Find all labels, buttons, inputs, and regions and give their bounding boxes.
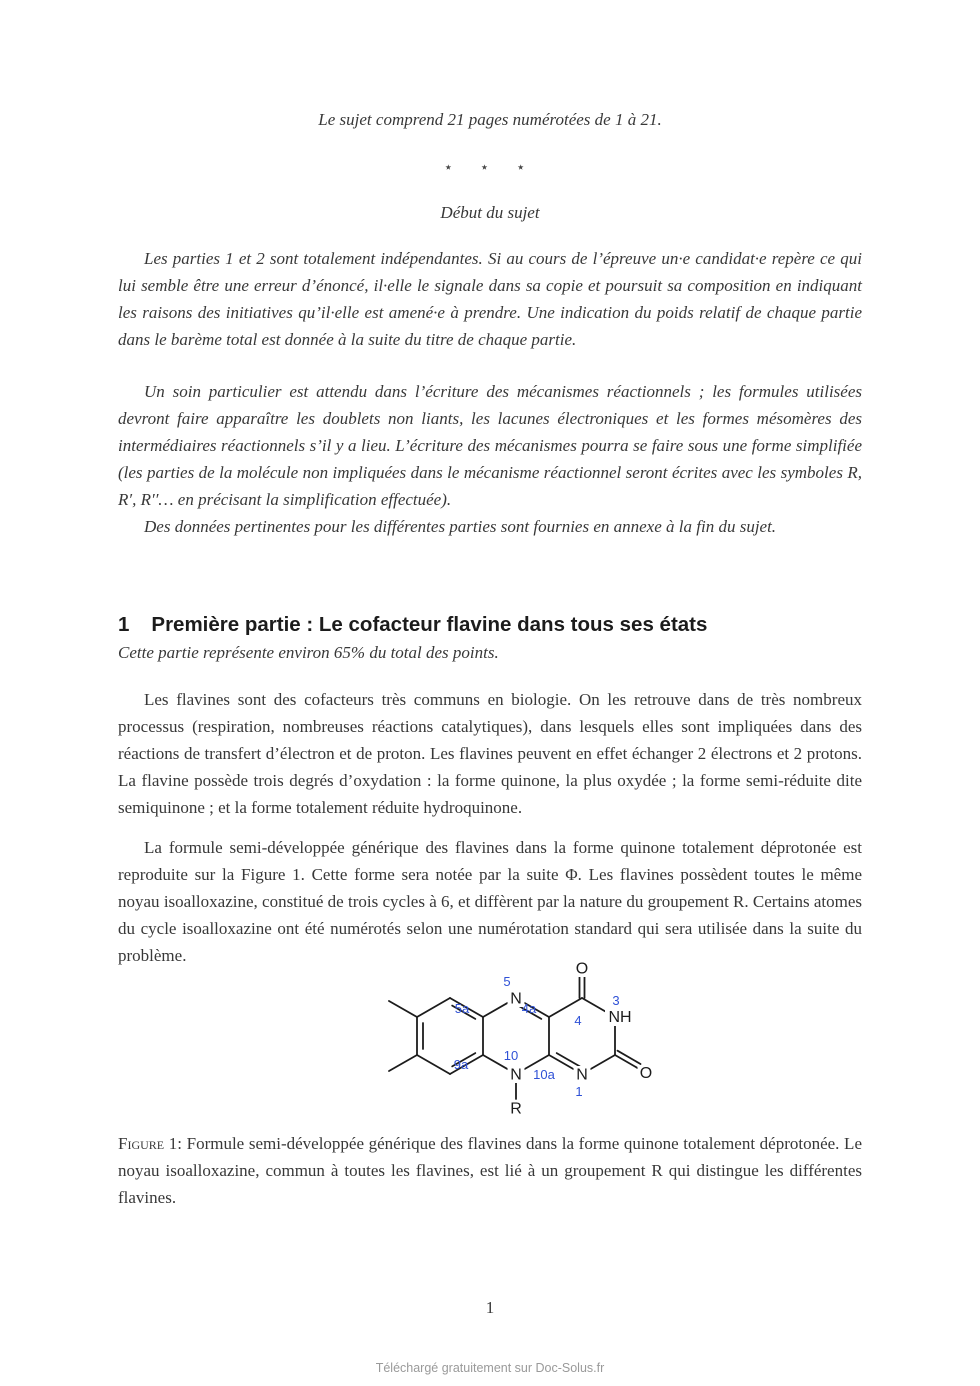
figure-1 xyxy=(118,948,862,1126)
body-paragraph-2: La formule semi-développée générique des flavines dans la forme quinone totalement déprotonée est reproduite sur la Figure 1. Cette forme sera notée par la suite Φ. Les flavines possèdent toutes le même noyau isoalloxazine, constitué de trois cycles à 6, et diffèrent par la nature du groupement R. Certains atomes du cycle isoalloxazine ont été numérotés selon une numérotation standard qui sera utilisée dans la suite du problème. xyxy=(118,838,862,965)
section-heading xyxy=(118,610,862,640)
locant-3: 3 xyxy=(612,993,620,1008)
locant-4: 4 xyxy=(574,1013,582,1028)
atom-label-n10: N xyxy=(510,1066,522,1084)
atom-label-r: R xyxy=(510,1100,522,1118)
intro-paragraph-1: Les parties 1 et 2 sont totalement indépendantes. Si au cours de l’épreuve un·e candidat·e repère ce qui lui semble être une erreur d’énoncé, il·elle le signale dans sa copie et poursuit sa composition en indiquant les raisons des initiatives qu’il·elle est amené·e à prendre. Une indication du poids relatif de chaque partie dans le barème total est donnée à la suite du titre de chaque partie. xyxy=(118,249,862,349)
locant-10a: 10a xyxy=(533,1067,555,1082)
section-number: 1 xyxy=(118,613,130,636)
locant-4a: 4a xyxy=(521,1001,537,1016)
figure-caption xyxy=(118,1130,862,1211)
locant-5: 5 xyxy=(503,974,511,989)
flavin-structure xyxy=(350,948,670,1126)
locant-9a: 9a xyxy=(453,1057,469,1072)
locant-1: 1 xyxy=(575,1084,583,1099)
download-footer: Téléchargé gratuitement sur Doc-Solus.fr xyxy=(375,1361,605,1375)
intro-paragraph-3: Des données pertinentes pour les différentes parties sont fournies en annexe à la fin du sujet. xyxy=(144,517,777,536)
pages-note: Le sujet comprend 21 pages numérotées de 1 à 21. xyxy=(318,110,662,129)
section-title: Première partie : Le cofacteur flavine dans tous ses états xyxy=(151,613,708,636)
locant-10: 10 xyxy=(503,1048,519,1063)
atom-label-nh3: NH xyxy=(608,1009,632,1026)
benzene-ring xyxy=(417,998,483,1074)
atom-label-n5: N xyxy=(510,990,522,1008)
atom-label-n1: N xyxy=(576,1066,588,1084)
subject-start-label: Début du sujet xyxy=(440,203,540,222)
body-paragraph-1: Les flavines sont des cofacteurs très communs en biologie. On les retrouve dans de très nombreux processus (respiration, nombreuses réactions catalytiques), dans lesquels elles sont impliquées dans des réactions de transfert d’électron et de proton. Les flavines peuvent en effet échanger 2 électrons et 2 protons. La flavine possède trois degrés d’oxydation : la forme quinone, la plus oxydée ; la forme semi-réduite dite semiquinone ; et la forme totalement réduite hydroquinone. xyxy=(118,690,862,817)
intro-paragraph-2: Un soin particulier est attendu dans l’écriture des mécanismes réactionnels ; les formules utilisées devront faire apparaître les doublets non liants, les lacunes électroniques et les formes mésomères des intermédiaires réactionnels s’il y a lieu. L’écriture des mécanismes pourra se faire sous une forme simplifiée (les parties de la molécule non impliquées dans le mécanisme réactionnel seront écrites avec les symboles R, R′, R′′… en précisant la simplification effectuée). xyxy=(118,382,862,509)
caption-label: Figure xyxy=(118,1134,165,1153)
caption-number: 1: xyxy=(168,1134,182,1153)
page-number: 1 xyxy=(485,1298,495,1317)
caption-text: Formule semi-développée générique des flavines dans la forme quinone totalement déprotonée. Le noyau isoalloxazine, commun à toutes les flavines, est lié à un groupement R qui distingue les différentes flavines. xyxy=(118,1134,862,1207)
locant-5a: 5a xyxy=(454,1001,470,1016)
section-subtitle: Cette partie représente environ 65% du total des points. xyxy=(118,643,499,662)
atom-label-o4: O xyxy=(575,960,589,978)
stars-separator: ⋆ ⋆ ⋆ xyxy=(443,158,537,176)
methyl-groups xyxy=(389,1001,417,1071)
atom-label-o2: O xyxy=(639,1065,653,1082)
